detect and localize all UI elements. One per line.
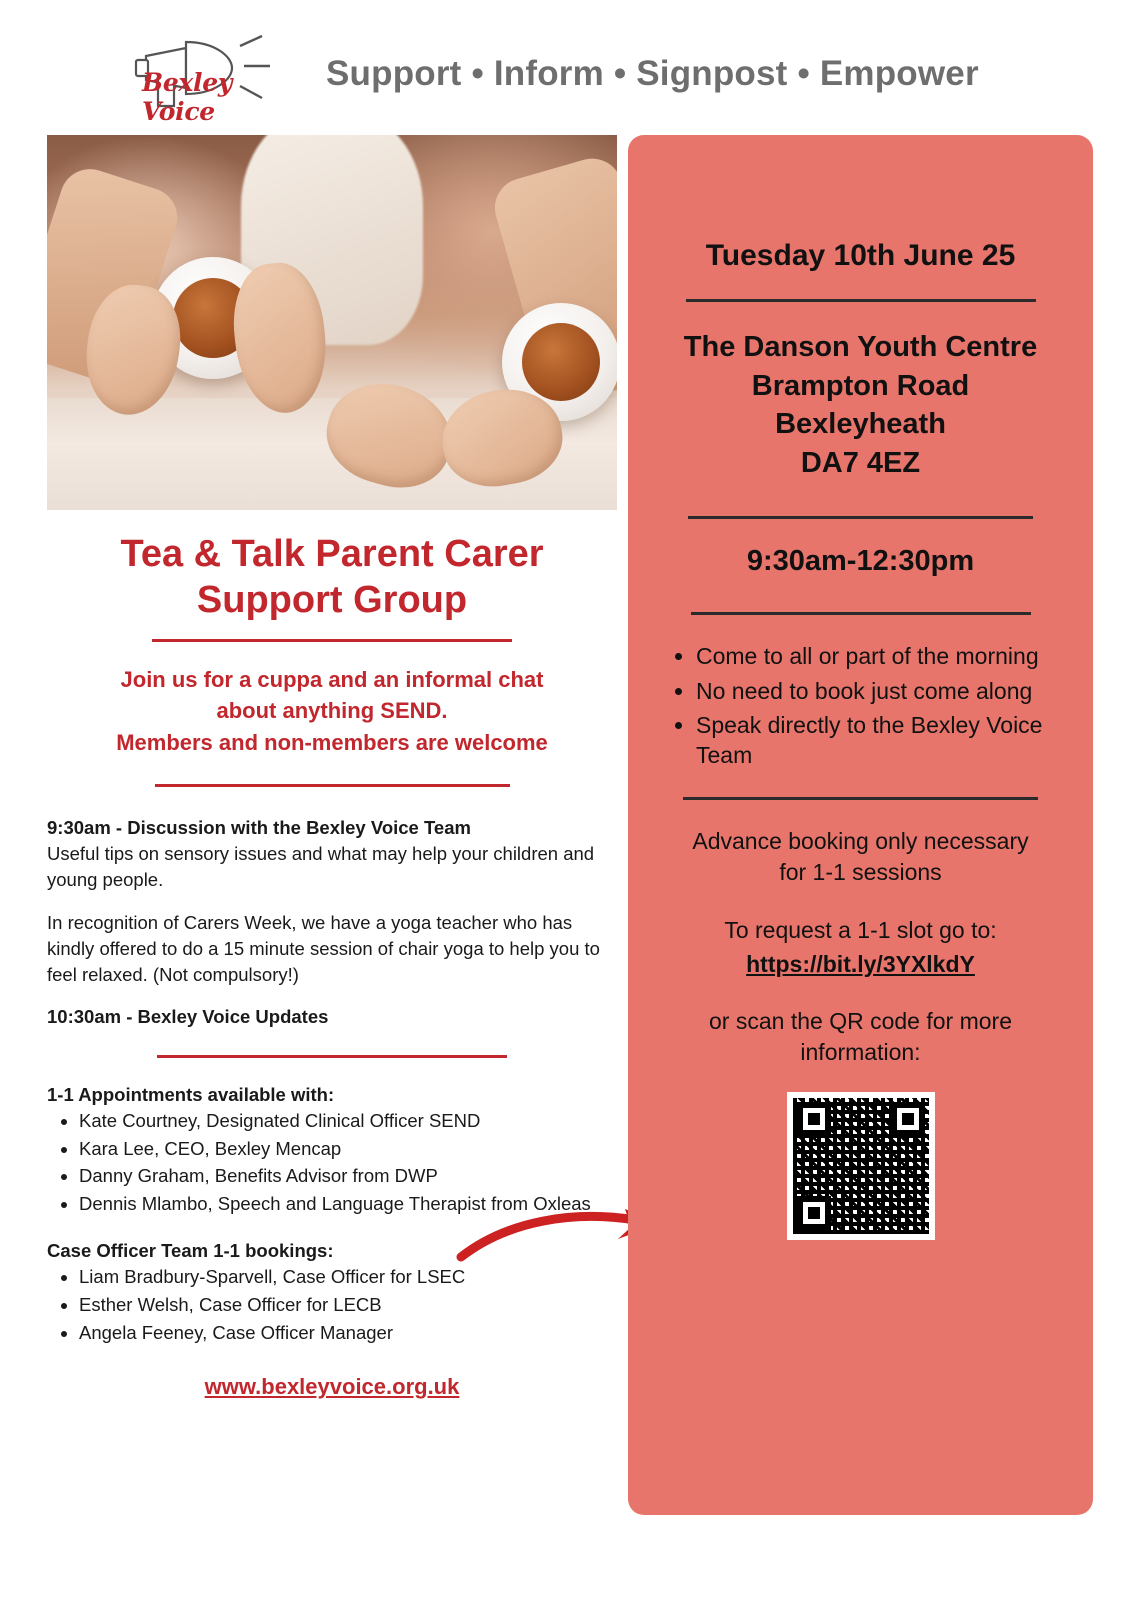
appointments-block	[47, 1084, 617, 1218]
divider	[691, 612, 1031, 615]
divider	[688, 516, 1033, 519]
event-time: 9:30am-12:30pm	[746, 545, 975, 578]
appointments-list	[47, 1108, 617, 1218]
divider	[686, 299, 1036, 302]
appointments-heading: 1-1 Appointments available with:	[47, 1083, 335, 1105]
page-header	[0, 26, 1140, 126]
website-link[interactable]: www.bexleyvoice.org.uk	[204, 1374, 460, 1400]
qr-instruction-line-2: information:	[800, 1039, 921, 1066]
schedule-item-1-text: Useful tips on sensory issues and what may help your children and young people.	[47, 843, 595, 891]
booking-link[interactable]: https://bit.ly/3YXlkdY	[746, 950, 975, 977]
divider	[683, 797, 1038, 800]
qr-code-image	[793, 1098, 929, 1234]
schedule-item-2-text: In recognition of Carers Week, we have a yoga teacher who has kindly offered to do a 15 minute session of chair yoga to help you to feel relaxed. (Not compulsory!)	[47, 911, 600, 986]
subtitle-line-2: about anything SEND.	[216, 698, 448, 724]
venue-line-4: DA7 4EZ	[800, 446, 921, 479]
venue-line-2: Brampton Road	[751, 369, 970, 402]
schedule-item-3-heading: 10:30am - Bexley Voice Updates	[47, 1006, 329, 1028]
logo-wordmark: Bexley Voice	[142, 68, 233, 126]
schedule-block	[47, 815, 617, 1031]
divider	[157, 1055, 507, 1058]
list-item: • Danny Graham, Benefits Advisor from DWP	[79, 1163, 617, 1190]
list-item: • Come to all or part of the morning	[696, 641, 1071, 671]
info-bullets	[650, 641, 1071, 770]
schedule-item-1	[47, 815, 617, 894]
list-item: • Kara Lee, CEO, Bexley Mencap	[79, 1136, 617, 1163]
case-officer-list	[47, 1264, 617, 1346]
venue-line-1: The Danson Youth Centre	[683, 331, 1038, 363]
venue-address	[650, 328, 1071, 482]
case-officer-heading: Case Officer Team 1-1 bookings:	[47, 1240, 334, 1261]
qr-instruction	[650, 1006, 1071, 1068]
booking-request-text: To request a 1-1 slot go to:	[724, 916, 997, 943]
tea-photo	[47, 135, 617, 510]
subtitle-line-1: Join us for a cuppa and an informal chat	[120, 667, 544, 693]
details-panel	[628, 135, 1093, 1515]
subtitle-line-3: Members and non-members are welcome	[116, 729, 548, 755]
left-column	[47, 135, 617, 1400]
page-title: Tea & Talk Parent Carer Support Group	[120, 533, 544, 621]
divider	[152, 639, 512, 642]
qr-code[interactable]	[787, 1092, 935, 1240]
venue-line-3: Bexleyheath	[775, 408, 946, 441]
list-item: • Speak directly to the Bexley Voice Team	[696, 710, 1071, 771]
list-item: • Esther Welsh, Case Officer for LECB	[79, 1292, 617, 1319]
booking-note-line-2: for 1-1 sessions	[779, 858, 942, 885]
list-item: • Kate Courtney, Designated Clinical Officer SEND	[79, 1108, 617, 1135]
event-date: Tuesday 10th June 25	[705, 239, 1016, 272]
subtitle	[47, 664, 617, 758]
schedule-item-1-heading: 9:30am - Discussion with the Bexley Voice Team	[47, 816, 471, 838]
divider	[155, 784, 510, 787]
bexley-voice-logo	[128, 26, 303, 126]
booking-request	[650, 914, 1071, 980]
list-item: • No need to book just come along	[696, 676, 1071, 706]
list-item: • Liam Bradbury-Sparvell, Case Officer for LSEC	[79, 1264, 617, 1291]
list-item: • Dennis Mlambo, Speech and Language Therapist from Oxleas	[79, 1191, 617, 1218]
qr-instruction-line-1: or scan the QR code for more	[709, 1008, 1012, 1035]
booking-note-line-1: Advance booking only necessary	[692, 827, 1029, 854]
case-officer-block	[47, 1240, 617, 1346]
booking-note	[650, 826, 1071, 888]
list-item: • Angela Feeney, Case Officer Manager	[79, 1320, 617, 1347]
header-tagline: Support • Inform • Signpost • Empower	[326, 54, 979, 93]
